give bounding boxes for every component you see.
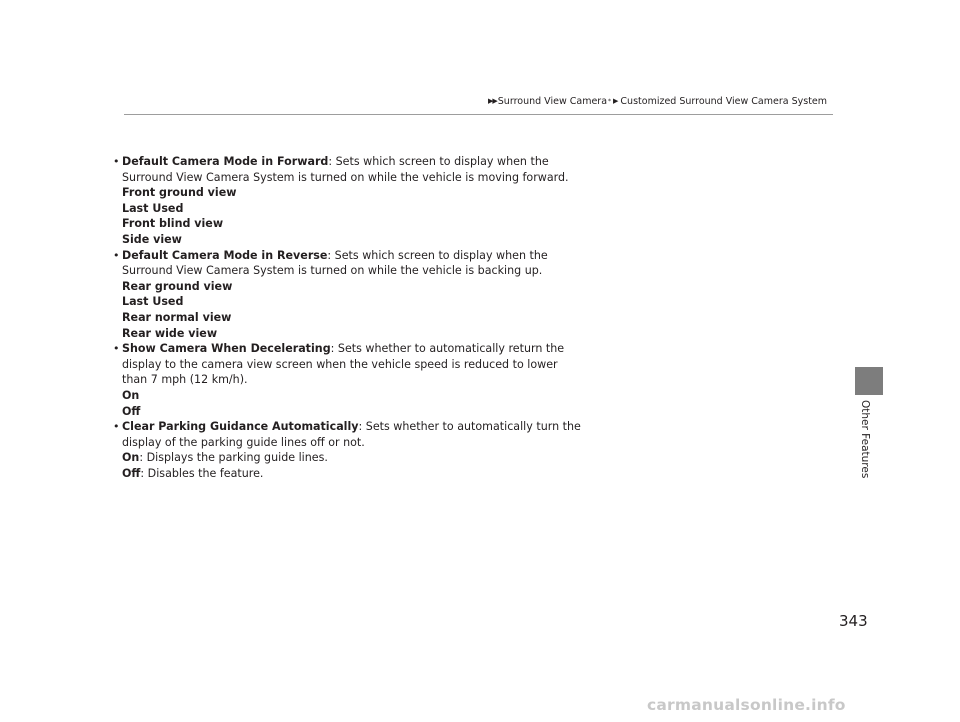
page-number: 343	[839, 612, 868, 630]
breadcrumb	[488, 94, 827, 108]
double-arrow-icon: ▶▶	[488, 97, 497, 105]
setting-term: Show Camera When Decelerating	[122, 342, 331, 356]
option: Last Used	[122, 201, 184, 215]
setting-term: Clear Parking Guidance Automatically	[122, 420, 359, 434]
option: Front ground view	[122, 186, 237, 200]
option: Rear normal view	[122, 310, 232, 324]
option-desc-line	[122, 450, 582, 466]
list-item	[112, 419, 582, 481]
setting-desc: : Sets which screen to display when the	[327, 248, 548, 262]
settings-list	[112, 154, 582, 481]
setting-desc: : Sets which screen to display when the	[328, 155, 549, 168]
list-item	[112, 341, 582, 419]
setting-desc: Surround View Camera System is turned on while the vehicle is backing up.	[122, 264, 543, 278]
option-label: On	[122, 451, 140, 465]
option: On	[122, 388, 140, 402]
bullet-icon: •	[113, 155, 120, 168]
header-rule	[124, 114, 833, 115]
option-desc-line	[122, 466, 582, 482]
item-first-line	[122, 248, 582, 264]
setting-desc: display to the camera view screen when the vehicle speed is reduced to lower	[122, 357, 558, 371]
setting-desc: display of the parking guide lines off or not.	[122, 435, 365, 449]
setting-desc: Surround View Camera System is turned on while the vehicle is moving forward.	[122, 170, 569, 184]
item-first-line	[122, 154, 582, 170]
option: Side view	[122, 232, 182, 246]
item-first-line	[122, 419, 582, 435]
setting-term: Default Camera Mode in Reverse	[122, 248, 328, 262]
breadcrumb-page: Customized Surround View Camera System	[620, 95, 828, 107]
bullet-icon: •	[113, 342, 120, 356]
option: Last Used	[122, 295, 184, 309]
option-label: Off	[122, 466, 141, 480]
section-tab	[855, 367, 883, 395]
list-item	[112, 154, 582, 248]
setting-desc: than 7 mph (12 km/h).	[122, 373, 248, 387]
item-first-line	[122, 341, 582, 357]
breadcrumb-section: Surround View Camera	[497, 95, 608, 107]
setting-term: Default Camera Mode in Forward	[122, 155, 329, 168]
asterisk-mark: *	[608, 97, 612, 105]
option: Off	[122, 404, 141, 418]
setting-desc: : Sets whether to automatically return the	[330, 342, 565, 356]
option: Rear ground view	[122, 279, 233, 293]
bullet-icon: •	[113, 248, 120, 262]
watermark: carmanualsonline.info	[647, 696, 846, 714]
list-item	[112, 248, 582, 342]
setting-desc: : Sets whether to automatically turn the	[358, 420, 581, 434]
arrow-icon: ▶	[613, 97, 619, 105]
option-text: : Displays the parking guide lines.	[139, 451, 328, 465]
option: Rear wide view	[122, 326, 218, 340]
option-text: : Disables the feature.	[140, 466, 264, 480]
option: Front blind view	[122, 217, 224, 231]
section-label-wrap	[855, 400, 875, 480]
bullet-icon: •	[113, 420, 120, 434]
section-label: Other Features	[859, 400, 871, 479]
